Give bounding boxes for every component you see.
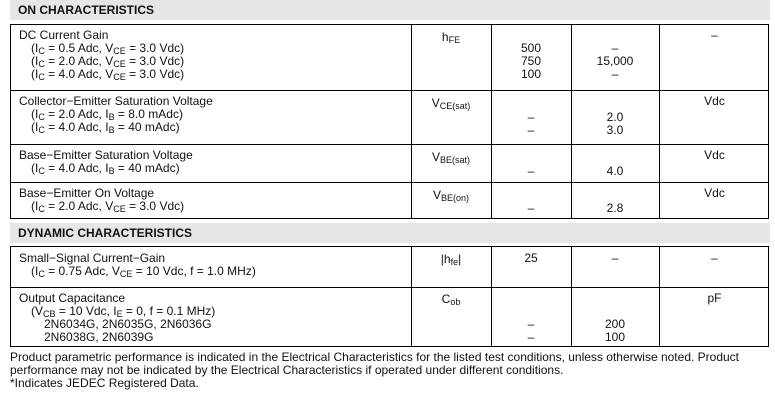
symbol-cell: $C_{ob}$ [441, 292, 461, 307]
symbol-cell: $|h_{fe}|$ [440, 252, 462, 267]
min-value: – [527, 123, 535, 137]
symbol-cell: $h_{FE}$ [441, 30, 461, 45]
max-value: 3.0 [606, 123, 624, 137]
test-condition: ($V_{CB} = 10$ Vdc, $I_E = 0$, f = 0.1 MHz) [31, 304, 216, 319]
symbol-cell: $V_{BE(on)}$ [432, 188, 470, 203]
param-title: Base−Emitter On Voltage [19, 186, 155, 200]
max-value: 100 [604, 330, 626, 344]
device-list: 2N6038G, 2N6039G [44, 330, 154, 344]
on-characteristics-header: ON CHARACTERISTICS [10, 0, 770, 20]
unit-cell: Vdc [704, 148, 725, 162]
unit-cell: pF [707, 291, 722, 305]
min-value: – [527, 164, 535, 178]
symbol-cell: $V_{BE(sat)}$ [431, 150, 471, 165]
jedec-footnote: *Indicates JEDEC Registered Data. [10, 376, 199, 390]
unit-cell: – [711, 251, 718, 265]
table-row-dc-current-gain [11, 25, 768, 90]
min-value: 25 [524, 251, 538, 265]
max-value: – [611, 41, 619, 55]
min-value: 100 [520, 67, 542, 81]
table-row-vbe-sat [11, 144, 768, 182]
unit-cell: – [711, 28, 718, 42]
param-title: Collector−Emitter Saturation Voltage [19, 94, 213, 108]
table-row-output-capacitance [11, 287, 768, 346]
unit-cell: Vdc [704, 186, 725, 200]
param-title: DC Current Gain [19, 28, 109, 42]
dynamic-characteristics-table [10, 246, 769, 347]
max-value: 2.0 [606, 110, 624, 124]
table-row-vbe-on [11, 182, 768, 218]
test-condition: ($I_C = 0.5$ Adc, $V_{CE} = 3.0$ Vdc) [31, 41, 185, 56]
device-list: 2N6034G, 2N6035G, 2N6036G [44, 317, 212, 331]
param-title: Base−Emitter Saturation Voltage [19, 148, 193, 162]
test-condition: ($I_C = 2.0$ Adc, $I_B = 8.0$ mAdc) [31, 107, 183, 122]
max-value: 2.8 [606, 201, 624, 215]
max-value: 4.0 [606, 164, 624, 178]
test-condition: ($I_C = 4.0$ Adc, $I_B = 40$ mAdc) [31, 120, 180, 135]
test-condition: ($I_C = 0.75$ Adc, $V_{CE} = 10$ Vdc, f = 1.0 MHz) [31, 264, 256, 279]
min-value: – [527, 201, 535, 215]
test-condition: ($I_C = 2.0$ Adc, $V_{CE} = 3.0$ Vdc) [31, 54, 185, 69]
param-title: Output Capacitance [19, 291, 126, 305]
max-value: 200 [604, 317, 626, 331]
test-condition: ($I_C = 2.0$ Adc, $V_{CE} = 3.0$ Vdc) [31, 199, 185, 214]
max-value: – [611, 67, 619, 81]
on-characteristics-table [10, 24, 769, 219]
param-title: Small−Signal Current−Gain [19, 251, 166, 265]
min-value: 750 [520, 54, 542, 68]
table-row-vce-sat [11, 90, 768, 144]
dynamic-characteristics-header: DYNAMIC CHARACTERISTICS [10, 223, 770, 243]
table-row-small-signal-gain [11, 247, 768, 287]
min-value: 500 [520, 41, 542, 55]
test-condition: ($I_C = 4.0$ Adc, $I_B = 40$ mAdc) [31, 161, 180, 176]
min-value: – [527, 110, 535, 124]
max-value: 15,000 [596, 54, 634, 68]
unit-cell: Vdc [704, 94, 725, 108]
min-value: – [527, 330, 535, 344]
footnote-line: Product parametric performance is indicated in the Electrical Characteristics for the listed test conditions, unless otherwise noted. Product [10, 350, 740, 364]
footnote-line: performance may not be indicated by the Electrical Characteristics if operated under different conditions. [10, 363, 564, 377]
test-condition: ($I_C = 4.0$ Adc, $V_{CE} = 3.0$ Vdc) [31, 67, 185, 82]
symbol-cell: $V_{CE(sat)}$ [431, 96, 471, 111]
min-value: – [527, 317, 535, 331]
max-value: – [611, 251, 619, 265]
